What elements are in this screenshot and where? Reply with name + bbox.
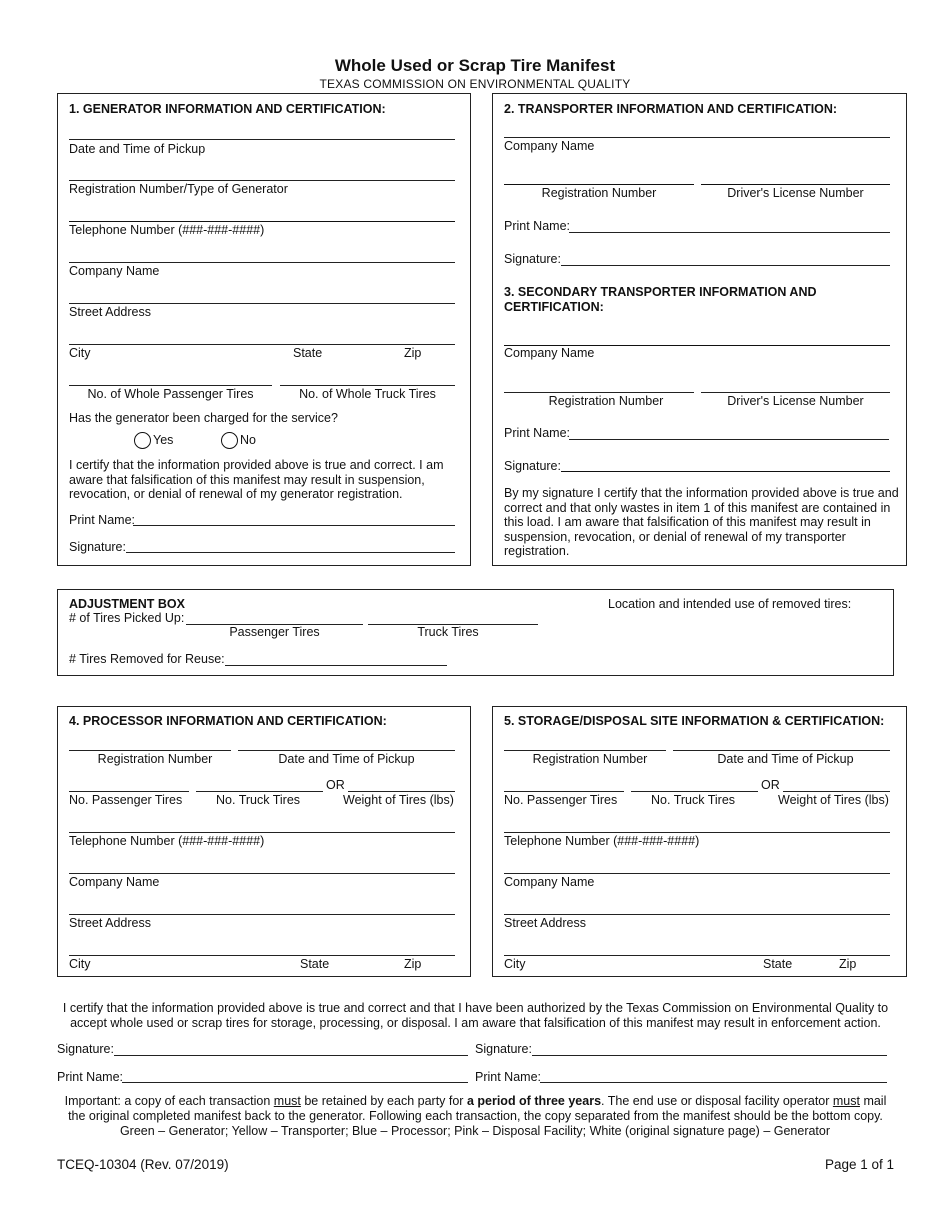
important-text-2: be retained by each party for	[300, 1094, 467, 1108]
secondary-license-field[interactable]	[701, 392, 890, 393]
important-must-1: must	[273, 1094, 301, 1108]
adjustment-box	[57, 589, 894, 676]
zip-label: Zip	[404, 346, 422, 360]
processor-zip-label: Zip	[404, 957, 422, 971]
transporter-signature-field[interactable]	[561, 265, 890, 266]
storage-heading: 5. STORAGE/DISPOSAL SITE INFORMATION & CERTIFICATION:	[504, 714, 885, 728]
processor-date-time-label: Date and Time of Pickup	[278, 752, 415, 766]
final-signature-label-right: Signature:	[475, 1042, 532, 1056]
storage-state-label: State	[763, 957, 793, 971]
telephone-label: Telephone Number (###-###-####)	[69, 223, 265, 237]
storage-weight-label: Weight of Tires (lbs)	[778, 793, 889, 807]
transporter-registration-field[interactable]	[504, 184, 694, 185]
street-label: Street Address	[69, 305, 151, 319]
important-text-1: Important: a copy of each transaction	[64, 1094, 274, 1108]
secondary-license-label: Driver's License Number	[727, 394, 864, 408]
generator-signature-field[interactable]	[126, 552, 455, 553]
yes-option[interactable]	[134, 432, 173, 449]
storage-truck-label: No. Truck Tires	[651, 793, 736, 807]
important-notice	[57, 1094, 894, 1123]
generator-print-name-field[interactable]	[133, 525, 455, 526]
yes-label: Yes	[153, 432, 174, 447]
storage-street-field[interactable]	[504, 914, 890, 915]
processor-telephone-field[interactable]	[69, 832, 455, 833]
passenger-tires-field[interactable]	[69, 385, 272, 386]
final-signature-field-right[interactable]	[532, 1055, 887, 1056]
company-label: Company Name	[69, 264, 160, 278]
generator-print-name-label: Print Name:	[69, 513, 135, 527]
transporter-company-field[interactable]	[504, 137, 890, 138]
truck-tires-label: No. of Whole Truck Tires	[299, 387, 436, 401]
processor-heading: 4. PROCESSOR INFORMATION AND CERTIFICATION:	[69, 714, 387, 728]
processor-passenger-label: No. Passenger Tires	[69, 793, 183, 807]
adjustment-heading: ADJUSTMENT BOX	[69, 597, 185, 611]
processor-company-label: Company Name	[69, 875, 160, 889]
yes-radio-icon[interactable]	[134, 432, 151, 449]
no-radio-icon[interactable]	[221, 432, 238, 449]
page-number: Page 1 of 1	[824, 1157, 894, 1172]
processor-street-field[interactable]	[69, 914, 455, 915]
secondary-company-label: Company Name	[504, 346, 595, 360]
generator-signature-label: Signature:	[69, 540, 126, 554]
storage-registration-label: Registration Number	[532, 752, 648, 766]
important-must-2: must	[832, 1094, 860, 1108]
processor-weight-label: Weight of Tires (lbs)	[343, 793, 454, 807]
final-print-name-field-left[interactable]	[122, 1082, 468, 1083]
final-print-name-label-left: Print Name:	[57, 1070, 123, 1084]
processor-passenger-field[interactable]	[69, 791, 189, 792]
processor-or-label: OR	[326, 778, 345, 792]
storage-company-field[interactable]	[504, 873, 890, 874]
generator-section	[57, 93, 471, 566]
processor-truck-label: No. Truck Tires	[216, 793, 301, 807]
tires-removed-label: # Tires Removed for Reuse:	[69, 652, 225, 666]
important-bold: a period of three years	[466, 1094, 602, 1108]
copy-colors: Green – Generator; Yellow – Transporter; Blue – Processor; Pink – Disposal Facility; White (original signature page) – Generator	[119, 1124, 831, 1138]
storage-city-field[interactable]	[504, 955, 890, 956]
location-use-label: Location and intended use of removed tires:	[608, 597, 852, 611]
storage-zip-label: Zip	[839, 957, 857, 971]
transporter-registration-label: Registration Number	[541, 186, 657, 200]
city-label: City	[69, 346, 91, 360]
processor-weight-field[interactable]	[348, 791, 455, 792]
processor-registration-field[interactable]	[69, 750, 231, 751]
processor-truck-field[interactable]	[196, 791, 323, 792]
storage-street-label: Street Address	[504, 916, 586, 930]
storage-company-label: Company Name	[504, 875, 595, 889]
important-text-4: mail the original completed manifest back to the generator. Following each transaction, the copy separated from the manifest should be the bottom copy.	[68, 1094, 887, 1123]
truck-tires-label: Truck Tires	[417, 625, 479, 639]
transporter-certification: By my signature I certify that the information provided above is true and correct and that only wastes in item 1 of this manifest are contained in this load. I am aware that falsification of this manifest may result in suspension, revocation, or denial of renewal of my transporter registration.	[504, 486, 899, 558]
tires-removed-field[interactable]	[225, 665, 447, 666]
secondary-print-name-label: Print Name:	[504, 426, 570, 440]
date-time-label: Date and Time of Pickup	[69, 142, 206, 156]
final-signature-label-left: Signature:	[57, 1042, 114, 1056]
transporter-license-field[interactable]	[701, 184, 890, 185]
transporter-section	[492, 93, 907, 566]
generator-heading: 1. GENERATOR INFORMATION AND CERTIFICATION:	[69, 102, 386, 116]
passenger-tires-label: No. of Whole Passenger Tires	[87, 387, 254, 401]
state-label: State	[293, 346, 323, 360]
storage-truck-field[interactable]	[631, 791, 758, 792]
company-field[interactable]	[69, 262, 455, 263]
secondary-print-name-field[interactable]	[569, 439, 889, 440]
processor-section	[57, 706, 471, 977]
tires-picked-up-label: # of Tires Picked Up:	[69, 611, 185, 625]
street-field[interactable]	[69, 303, 455, 304]
transporter-signature-label: Signature:	[504, 252, 561, 266]
final-certification: I certify that the information provided above is true and correct and that I have been authorized by the Texas Commission on Environmental Quality to accept whole used or scrap tires for storage, processing, or disposal. I am aware that falsification of this manifest may result in enforcement action.	[62, 1001, 889, 1030]
secondary-transporter-heading: 3. SECONDARY TRANSPORTER INFORMATION AND CERTIFICATION:	[504, 285, 817, 314]
truck-tires-field[interactable]	[280, 385, 455, 386]
transporter-license-label: Driver's License Number	[727, 186, 864, 200]
passenger-tires-label: Passenger Tires	[229, 625, 320, 639]
no-option[interactable]	[221, 432, 256, 449]
transporter-print-name-field[interactable]	[569, 232, 890, 233]
processor-telephone-label: Telephone Number (###-###-####)	[69, 834, 265, 848]
transporter-heading: 2. TRANSPORTER INFORMATION AND CERTIFICATION:	[504, 102, 838, 116]
final-signature-field-left[interactable]	[114, 1055, 468, 1056]
generator-certification: I certify that the information provided above is true and correct. I am aware that falsification of this manifest may result in suspension, revocation, or denial of renewal of my generator registration.	[69, 458, 444, 501]
storage-telephone-label: Telephone Number (###-###-####)	[504, 834, 700, 848]
important-text-3: . The end use or disposal facility operator	[601, 1094, 833, 1108]
agency-name: TEXAS COMMISSION ON ENVIRONMENTAL QUALITY	[319, 77, 631, 91]
storage-date-time-field[interactable]	[673, 750, 890, 751]
processor-company-field[interactable]	[69, 873, 455, 874]
storage-date-time-label: Date and Time of Pickup	[717, 752, 854, 766]
form-number: TCEQ-10304 (Rev. 07/2019)	[57, 1157, 229, 1172]
charged-question: Has the generator been charged for the service?	[69, 411, 338, 425]
final-print-name-field-right[interactable]	[540, 1082, 887, 1083]
no-label: No	[240, 432, 256, 447]
telephone-field[interactable]	[69, 221, 455, 222]
storage-weight-field[interactable]	[783, 791, 890, 792]
storage-city-label: City	[504, 957, 526, 971]
storage-or-label: OR	[761, 778, 780, 792]
storage-registration-field[interactable]	[504, 750, 666, 751]
form-title: Whole Used or Scrap Tire Manifest	[334, 56, 616, 75]
city-state-zip-field[interactable]	[69, 344, 455, 345]
registration-label: Registration Number/Type of Generator	[69, 182, 288, 196]
processor-city-field[interactable]	[69, 955, 455, 956]
storage-telephone-field[interactable]	[504, 832, 890, 833]
transporter-company-label: Company Name	[504, 139, 595, 153]
processor-registration-label: Registration Number	[97, 752, 213, 766]
secondary-registration-field[interactable]	[504, 392, 694, 393]
processor-state-label: State	[300, 957, 330, 971]
processor-street-label: Street Address	[69, 916, 151, 930]
final-print-name-label-right: Print Name:	[475, 1070, 541, 1084]
processor-date-time-field[interactable]	[238, 750, 455, 751]
secondary-signature-label: Signature:	[504, 459, 561, 473]
storage-passenger-field[interactable]	[504, 791, 624, 792]
date-time-field[interactable]	[69, 139, 455, 140]
secondary-signature-field[interactable]	[561, 471, 890, 472]
processor-city-label: City	[69, 957, 91, 971]
storage-passenger-label: No. Passenger Tires	[504, 793, 618, 807]
secondary-registration-label: Registration Number	[548, 394, 664, 408]
storage-section	[492, 706, 907, 977]
transporter-print-name-label: Print Name:	[504, 219, 570, 233]
registration-field[interactable]	[69, 180, 455, 181]
